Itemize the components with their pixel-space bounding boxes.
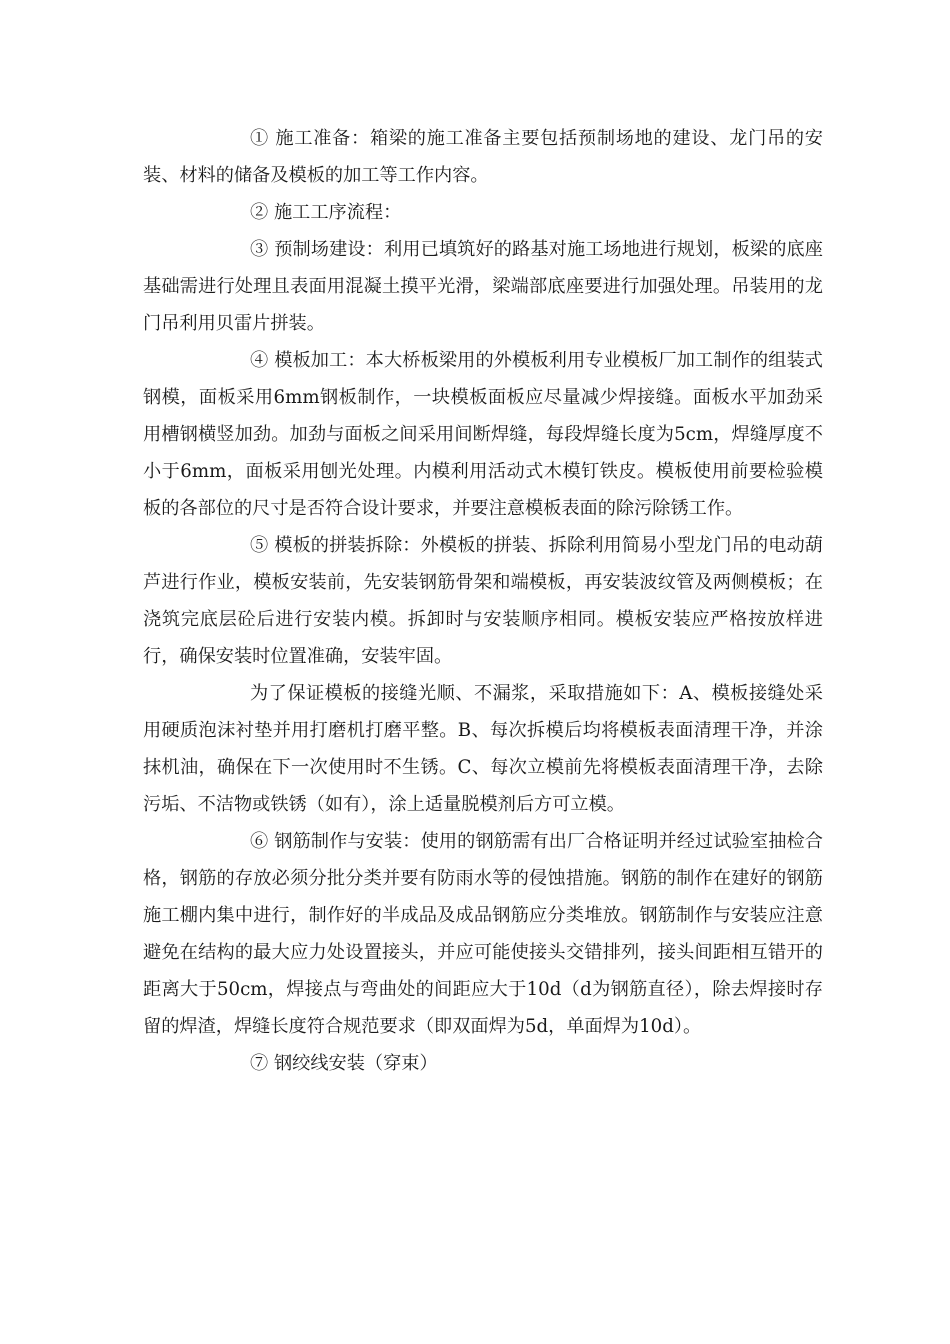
- paragraph-process-flow: ② 施工工序流程：: [250, 202, 402, 223]
- document-body: [143, 120, 823, 1082]
- paragraph-seam-measures: 为了保证模板的接缝光顺、不漏浆，采取措施如下：A、模板接缝处采用硬质泡沫衬垫并用打磨机打磨平整。B、每次拆模后均将模板表面清理干净，并涂抹机油，确保在下一次使用时不生锈。C、每次立模前先将模板表面清理干净，去除污垢、不洁物或铁锈（如有），涂上适量脱模剂后方可立模。: [143, 683, 823, 815]
- paragraph-precast-yard: ③ 预制场建设：利用已填筑好的路基对施工场地进行规划，板梁的底座基础需进行处理且表面用混凝土摸平光滑，梁端部底座要进行加强处理。吊装用的龙门吊利用贝雷片拼装。: [143, 239, 823, 334]
- paragraph-construction-preparation: ① 施工准备：箱梁的施工准备主要包括预制场地的建设、龙门吊的安装、材料的储备及模板的加工等工作内容。: [143, 128, 823, 186]
- paragraph-strand-installation: ⑦ 钢绞线安装（穿束）: [250, 1053, 438, 1074]
- paragraph-formwork-processing: ④ 模板加工：本大桥板梁用的外模板利用专业模板厂加工制作的组装式钢模，面板采用6mm钢板制作，一块模板面板应尽量减少焊接缝。面板水平加劲采用槽钢横竖加劲。加劲与面板之间采用间断焊缝，每段焊缝长度为5cm，焊缝厚度不小于6mm，面板采用刨光处理。内模利用活动式木模钉铁皮。模板使用前要检验模板的各部位的尺寸是否符合设计要求，并要注意模板表面的除污除锈工作。: [143, 350, 823, 519]
- paragraph-formwork-assembly: ⑤ 模板的拼装拆除：外模板的拼装、拆除利用简易小型龙门吊的电动葫芦进行作业，模板安装前，先安装钢筋骨架和端模板，再安装波纹管及两侧模板；在浇筑完底层砼后进行安装内模。拆卸时与安装顺序相同。模板安装应严格按放样进行，确保安装时位置准确，安装牢固。: [143, 535, 823, 667]
- paragraph-rebar-installation: ⑥ 钢筋制作与安装：使用的钢筋需有出厂合格证明并经过试验室抽检合格，钢筋的存放必须分批分类并要有防雨水等的侵蚀措施。钢筋的制作在建好的钢筋施工棚内集中进行，制作好的半成品及成品钢筋应分类堆放。钢筋制作与安装应注意避免在结构的最大应力处设置接头，并应可能使接头交错排列，接头间距相互错开的距离大于50cm，焊接点与弯曲处的间距应大于10d（d为钢筋直径），除去焊接时存留的焊渣，焊缝长度符合规范要求（即双面焊为5d，单面焊为10d）。: [143, 831, 823, 1037]
